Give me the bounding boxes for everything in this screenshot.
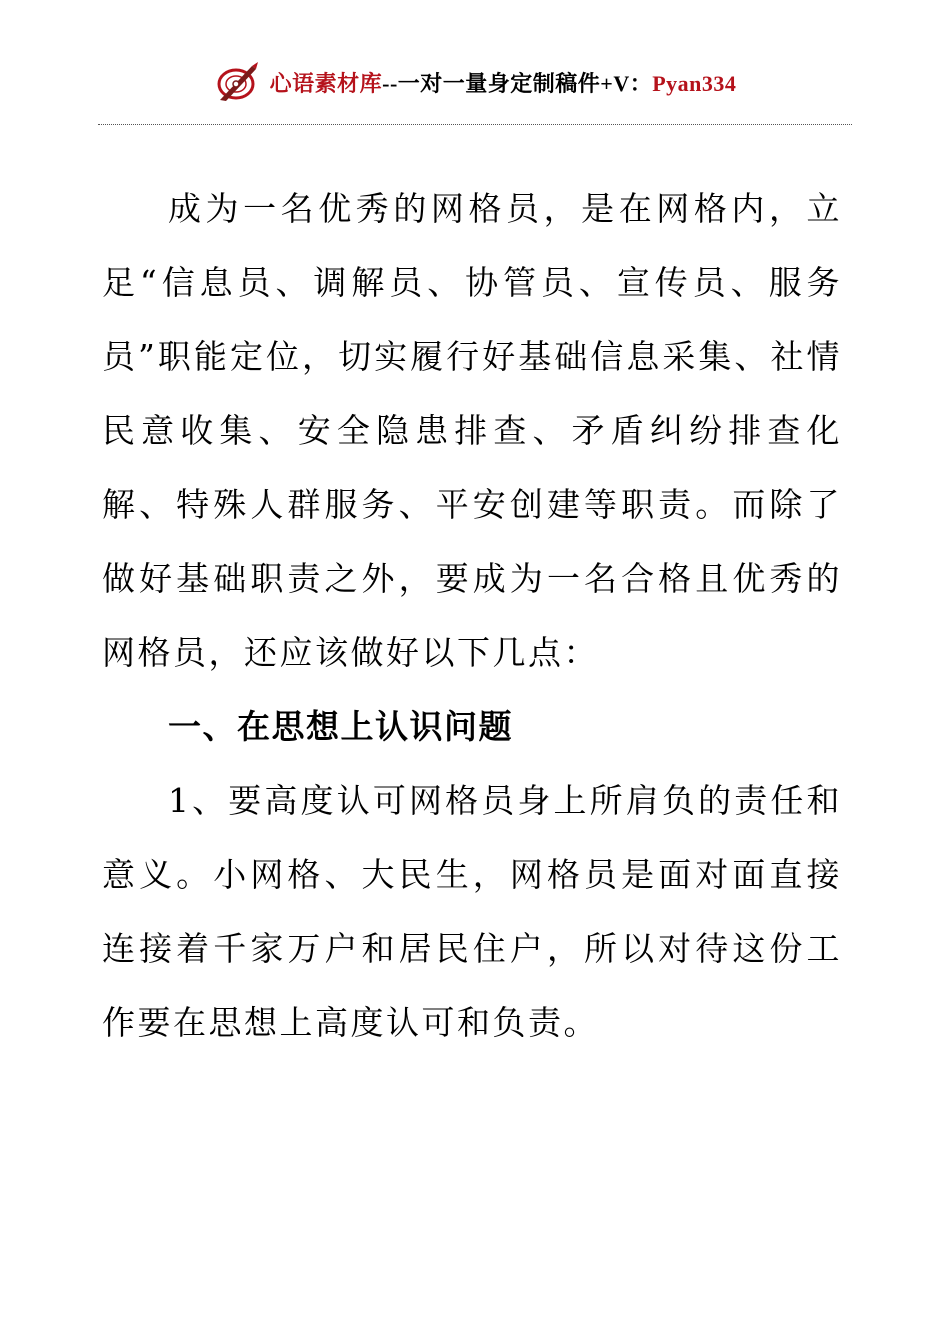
point-paragraph: 1、要高度认可网格员身上所肩负的责任和意义。小网格、大民生，网格员是面对面直接连接着千家万户和居民住户，所以对待这份工作要在思想上高度认可和负责。 (102, 781, 842, 1042)
page-header (0, 58, 950, 106)
section-heading: 一、在思想上认识问题 (168, 707, 513, 746)
header-divider (98, 124, 852, 125)
header-tagline: --一对一量身定制稿件+V： (382, 70, 653, 96)
header-wechat-id: Pyan334 (652, 70, 737, 96)
header-brand: 心语素材库 (269, 70, 383, 96)
header-text (270, 67, 737, 98)
document-body (102, 172, 842, 1060)
pen-quill-logo-icon (214, 60, 260, 104)
intro-paragraph: 成为一名优秀的网格员，是在网格内，立足“信息员、调解员、协管员、宣传员、服务员”职能定位，切实履行好基础信息采集、社情民意收集、安全隐患排查、矛盾纠纷排查化解、特殊人群服务、平安创建等职责。而除了做好基础职责之外，要成为一名合格且优秀的网格员，还应该做好以下几点： (102, 189, 842, 672)
